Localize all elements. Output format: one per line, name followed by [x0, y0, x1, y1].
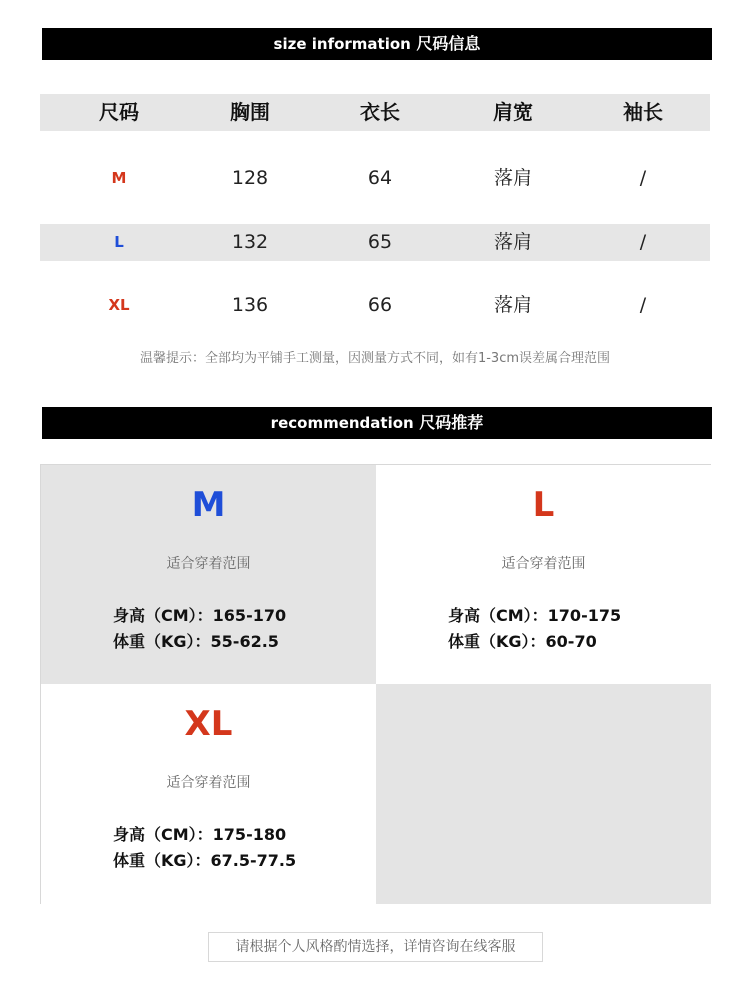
measurement-note: 温馨提示：全部均为平铺手工测量，因测量方式不同，如有1-3cm误差属合理范围 — [139, 351, 611, 366]
header-size: 尺码 — [99, 100, 139, 124]
banner-title-en: size information — [273, 35, 411, 53]
shoulder-value: 落肩 — [493, 294, 533, 316]
sleeve-value: / — [639, 294, 647, 316]
card-size-label: M — [191, 485, 226, 525]
banner-title-en: recommendation — [270, 414, 414, 432]
size-label-l: L — [114, 233, 124, 251]
size-information-banner — [42, 28, 712, 60]
card-height-range: 身高（CM）：170-175 — [448, 606, 622, 625]
card-subtitle: 适合穿着范围 — [166, 556, 251, 572]
header-length: 衣长 — [360, 100, 400, 124]
table-header-row — [40, 94, 710, 131]
card-height-range: 身高（CM）：175-180 — [113, 825, 287, 844]
card-size-label: XL — [184, 704, 233, 744]
header-chest: 胸围 — [230, 100, 270, 124]
card-subtitle: 适合穿着范围 — [166, 775, 251, 791]
shoulder-value: 落肩 — [493, 167, 533, 189]
sleeve-value: / — [639, 167, 647, 189]
table-row — [40, 287, 710, 324]
card-size-label: L — [532, 485, 555, 525]
sleeve-value: / — [639, 231, 647, 253]
recommendation-grid — [40, 464, 711, 904]
chest-value: 136 — [231, 294, 269, 316]
header-sleeve: 袖长 — [623, 100, 663, 124]
chest-value: 128 — [231, 167, 269, 189]
length-value: 66 — [367, 294, 393, 316]
footer-note: 请根据个人风格酌情选择，详情咨询在线客服 — [208, 932, 543, 962]
card-weight-range: 体重（KG）：60-70 — [448, 632, 597, 651]
shoulder-value: 落肩 — [493, 231, 533, 253]
size-label-xl: XL — [108, 296, 130, 314]
recommend-card-m — [41, 465, 376, 684]
recommend-card-xl — [41, 684, 376, 904]
card-height-range: 身高（CM）：165-170 — [113, 606, 287, 625]
empty-card — [376, 684, 711, 904]
banner-title-zh: 尺码信息 — [416, 34, 481, 53]
recommendation-banner — [42, 407, 712, 439]
length-value: 65 — [367, 231, 393, 253]
header-shoulder: 肩宽 — [493, 100, 533, 124]
chest-value: 132 — [231, 231, 269, 253]
length-value: 64 — [367, 167, 393, 189]
table-row — [40, 160, 710, 197]
card-subtitle: 适合穿着范围 — [501, 556, 586, 572]
banner-title-zh: 尺码推荐 — [419, 413, 484, 432]
table-row — [40, 224, 710, 261]
size-label-m: M — [111, 169, 127, 187]
card-weight-range: 体重（KG）：55-62.5 — [113, 632, 279, 651]
card-weight-range: 体重（KG）：67.5-77.5 — [113, 851, 297, 870]
recommend-card-l — [376, 465, 711, 684]
